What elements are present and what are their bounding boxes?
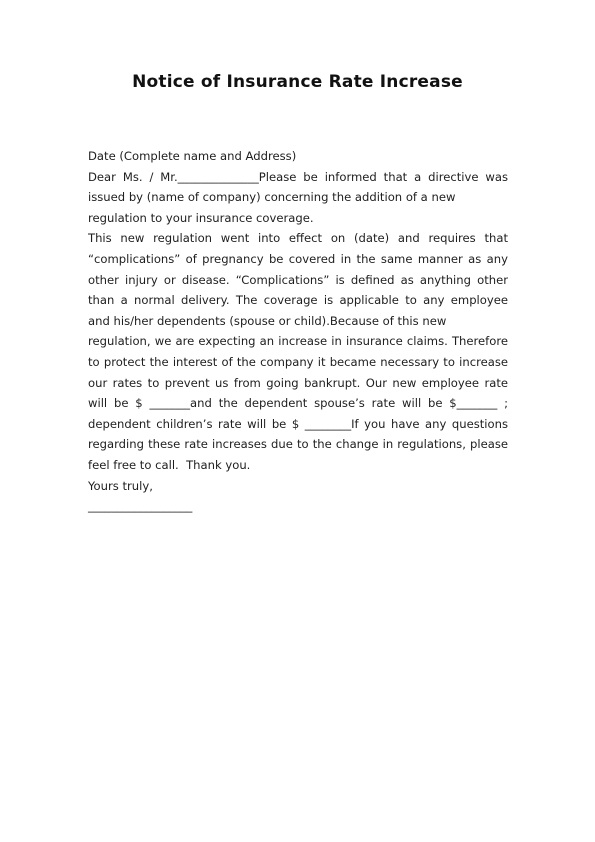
closing-line: Yours truly, — [88, 478, 153, 493]
salutation-line: Dear Ms. / Mr.______________Please be informed that a directive was — [88, 169, 508, 184]
paragraph-line: feel free to call. Thank you. — [88, 457, 251, 472]
signature-line: __________________ — [88, 499, 193, 514]
letter-body — [88, 146, 508, 517]
paragraph-line: issued by (name of company) concerning the addition of a new — [88, 190, 456, 205]
paragraph-line: regulation, we are expecting an increase in insurance claims. Therefore — [88, 334, 508, 349]
paragraph-line: dependent children’s rate will be $ ________If you have any questions — [88, 416, 508, 431]
paragraph-line: will be $ _______and the dependent spouse’s rate will be $_______ ; — [88, 396, 508, 411]
paragraph-line: This new regulation went into effect on (date) and requires that — [88, 231, 508, 246]
paragraph-line: our rates to prevent us from going bankrupt. Our new employee rate — [88, 375, 508, 390]
document-title: Notice of Insurance Rate Increase — [132, 72, 463, 92]
date-address-line: Date (Complete name and Address) — [88, 149, 297, 163]
paragraph-line: and his/her dependents (spouse or child).Because of this new — [88, 313, 447, 328]
paragraph-line: than a normal delivery. The coverage is applicable to any employee — [88, 293, 508, 308]
paragraph-line: regulation to your insurance coverage. — [88, 210, 314, 225]
paragraph-line: to protect the interest of the company it became necessary to increase — [88, 354, 508, 369]
paragraph-line: regarding these rate increases due to the change in regulations, please — [88, 437, 508, 452]
paragraph-line: other injury or disease. “Complications” is defined as anything other — [88, 272, 508, 287]
paragraph-line: “complications” of pregnancy be covered in the same manner as any — [88, 251, 508, 266]
